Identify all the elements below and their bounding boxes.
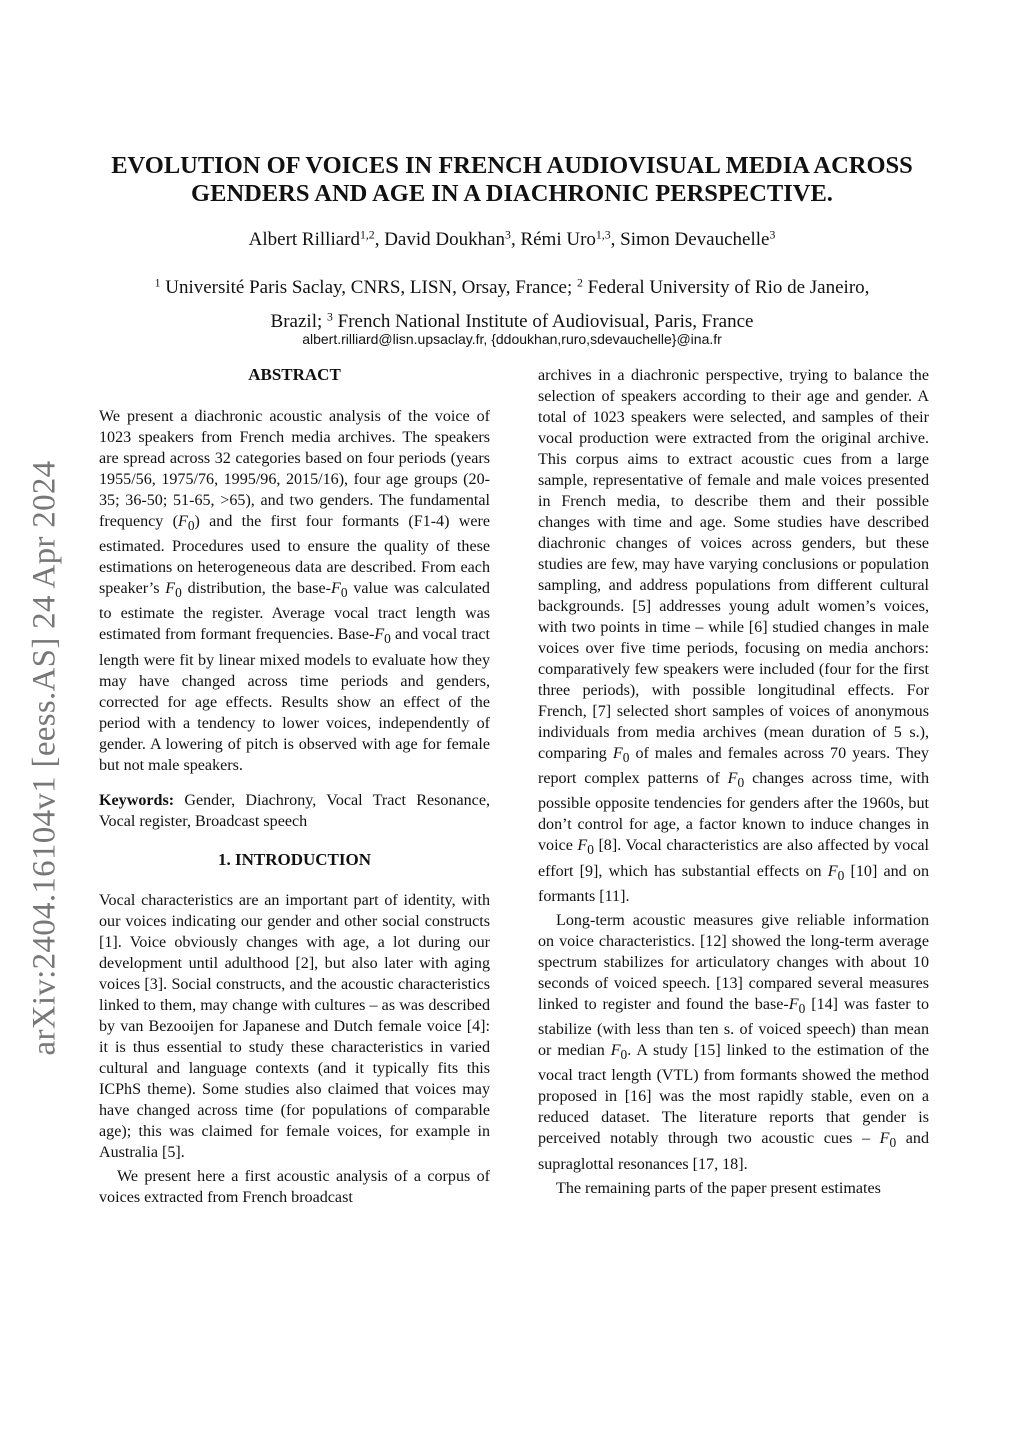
- author-affiliation-marker: 1,2: [359, 228, 375, 242]
- body-paragraph-3: The remaining parts of the paper present estimates: [556, 1179, 881, 1197]
- introduction-paragraph-2: We present here a first acoustic analysis of a corpus of voices extracted from French broadcast: [99, 1167, 490, 1206]
- abstract-heading: ABSTRACT: [248, 365, 341, 384]
- body-paragraph-1: archives in a diachronic perspective, trying to balance the selection of speakers according to their age and gender. A total of 1023 speakers were selected, and samples of their vocal production were extracted from the original archive. This corpus aims to extract acoustic cues from a large sample, representative of female and male voices presented in French media, to describe them and their possible changes with time and age. Some studies have described diachronic changes of voices across genders, but these studies are few, may have varying conclusions or population sampling, and address populations from different cultural backgrounds. [5] addresses young adult women’s voices, with two points in time – while [6] studied changes in male voices over five time periods, focusing on media anchors: comparatively few speakers were included (four for the first three periods), with possible longitudinal effects. For French, [7] selected short samples of voices of anonymous individuals from media archives (mean duration of 5 s.), comparing $F_0$ of males and females across 70 years. They report complex patterns of $F_0$ changes across time, with possible opposite tendencies for genders after the 1960s, but don’t control for age, a factor known to induce changes in voice $F_0$ [8]. Vocal characteristics are also affected by vocal effort [9], which has substantial effects on $F_0$ [10] and on formants [11].: [538, 367, 930, 905]
- author-name: Rémi Uro: [520, 229, 596, 250]
- keywords-text: Gender, Diachrony, Vocal Tract Resonance, Vocal register, Broadcast speech: [99, 791, 490, 830]
- author-list: Albert Rilliard$^{1,2}$, David Doukhan$^3$, Rémi Uro$^{1,3}$, Simon Devauchelle$^3$: [248, 228, 776, 250]
- body-paragraph-2: Long-term acoustic measures give reliable information on voice characteristics. [12] showed the long-term average spectrum stabilizes for articulatory changes with about 10 seconds of voiced speech. [13] compared several measures linked to register and found the base-$F_0$ [14] was faster to stabilize (with less than ten s. of voiced speech) than mean or median $F_0$. A study [15] linked to the estimation of the vocal tract length (VTL) from formants showed the method proposed in [16] was the most rapidly stable, even on a reduced dataset. The literature reports that gender is perceived notably through two acoustic cues – $F_0$ and supraglottal resonances [17, 18].: [538, 911, 930, 1173]
- paper-title: [90, 152, 934, 208]
- title-line-1: EVOLUTION OF VOICES IN FRENCH AUDIOVISUAL MEDIA ACROSS: [111, 152, 913, 179]
- author-affiliation-marker: 3: [505, 228, 511, 242]
- introduction-heading: 1. INTRODUCTION: [217, 849, 372, 869]
- author-affiliation-marker: 3: [769, 228, 776, 242]
- left-column: [99, 364, 490, 1208]
- author-affiliation-marker: 1,3: [595, 228, 611, 242]
- title-line-2: GENDERS AND AGE IN A DIACHRONIC PERSPECTIVE.: [191, 180, 833, 207]
- keywords: [99, 790, 490, 832]
- arxiv-sidebar-stamp: [22, 440, 68, 1076]
- author-name: David Doukhan: [384, 229, 506, 250]
- author-name: Simon Devauchelle: [620, 229, 770, 250]
- author-name: Albert Rilliard: [248, 229, 360, 250]
- affiliation-line-2: Brazil; $^3$ French National Institute of Audiovisual, Paris, France: [270, 310, 754, 332]
- abstract-text: We present a diachronic acoustic analysis of the voice of 1023 speakers from French media archives. The speakers are spread across 32 categories based on four periods (years 1955/56, 1975/76, 1995/96, 2015/16), four age groups (20-35; 36-50; 51-65, >65), and two genders. The fundamental frequency $(F_0)$ and the first four formants (F1-4) were estimated. Procedures used to ensure the quality of these estimations on heterogeneous data are described. From each speaker’s $F_0$ distribution, the base-$F_0$ value was calculated to estimate the register. Average vocal tract length was estimated from formant frequencies. Base-$F_0$ and vocal tract length were fit by linear mixed models to evaluate how they may have changed across time periods and genders, corrected for age effects. Results show an effect of the period with a tendency to lower voices, independently of gender. A lowering of pitch is observed with age for female but not male speakers.: [99, 408, 490, 774]
- affiliations: [90, 271, 934, 339]
- author-emails: albert.rilliard@lisn.upsaclay.fr, {ddoukhan,ruro,sdevauchelle}@ina.fr: [302, 331, 722, 347]
- affiliation-line-1: $^1$ Université Paris Saclay, CNRS, LISN, Orsay, France; $^2$ Federal University of Rio de Janeiro,: [154, 276, 870, 298]
- keywords-label: Keywords:: [99, 791, 175, 809]
- introduction-paragraph-1: Vocal characteristics are an important part of identity, with our voices indicating our gender and other social constructs [1]. Voice obviously changes with age, a lot during our development until adulthood [2], but also later with aging voices [3]. Social constructs, and the acoustic characteristics linked to them, may change with cultures – as was described by van Bezooijen for Japanese and Dutch female voice [4]: it is thus essential to study these characteristics in varied cultural and language contexts (and it typically fits this ICPhS theme). Some studies also claimed that voices may have changed across time (for populations of comparable age); this was claimed for female voices, for example in Australia [5].: [99, 891, 490, 1161]
- arxiv-identifier: arXiv:2404.16104v1 [eess.AS] 24 Apr 2024: [26, 460, 63, 1056]
- right-column: [538, 364, 929, 1199]
